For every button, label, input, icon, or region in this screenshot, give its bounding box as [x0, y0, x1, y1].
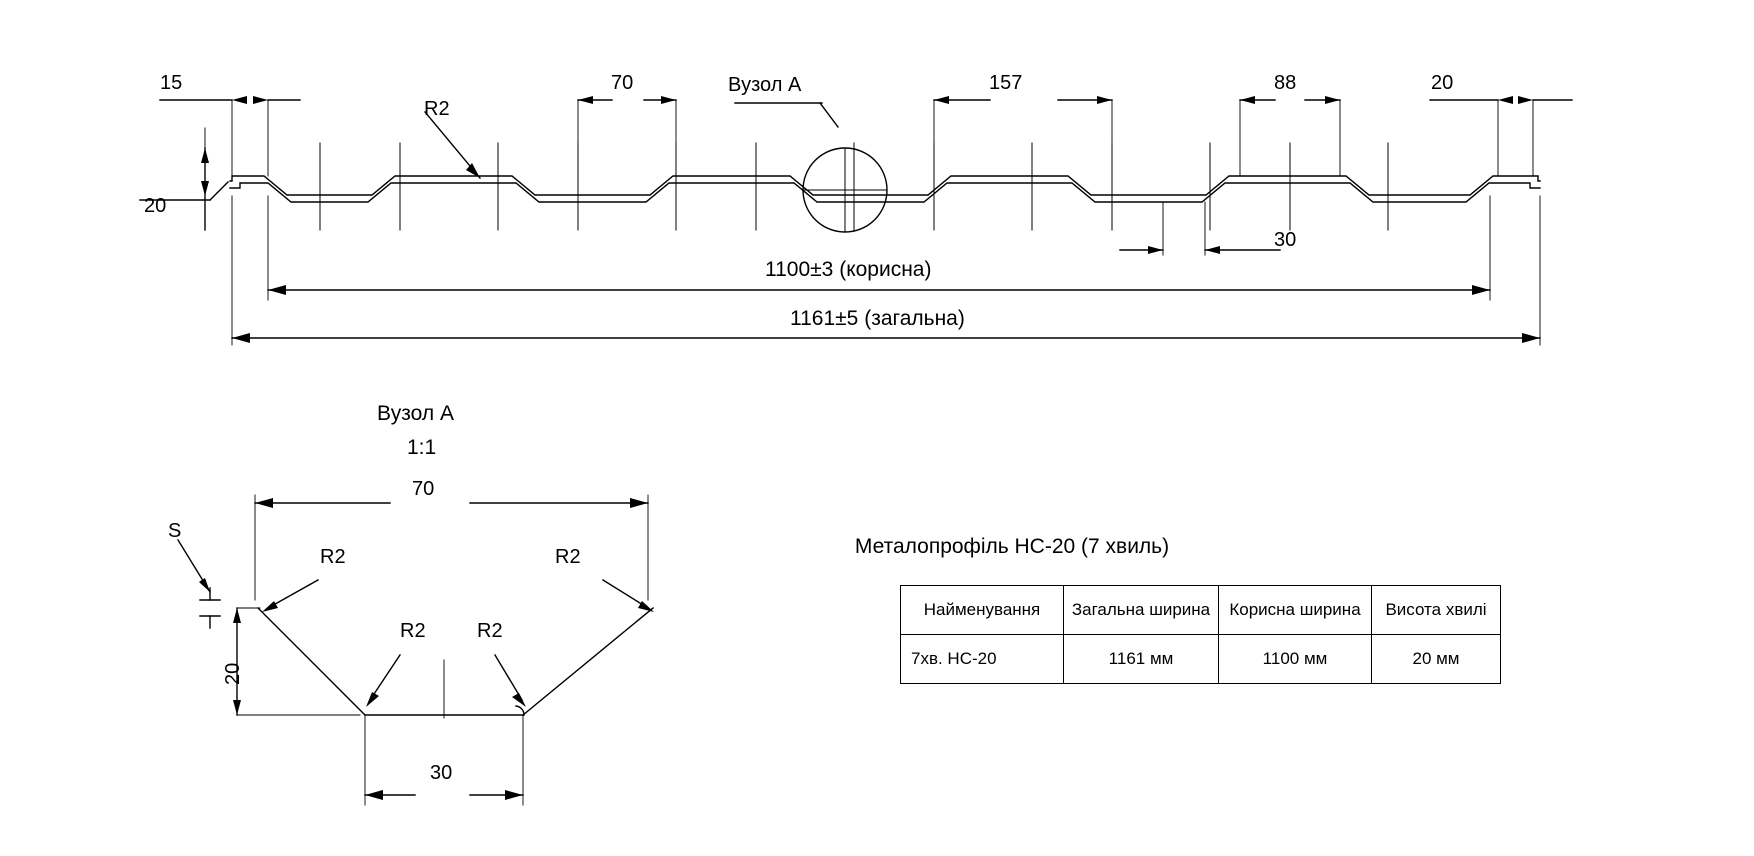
table-header-wave-height: Висота хвилі — [1372, 586, 1501, 635]
detail-scale: 1:1 — [407, 436, 437, 459]
detail-r2-leader-top-right — [603, 580, 654, 612]
dim-label-r2-profile: R2 — [424, 98, 450, 120]
dim-label-30-profile: 30 — [1274, 229, 1297, 251]
table-header-useful-width: Корисна ширина — [1219, 586, 1372, 635]
r2-leader-profile — [425, 112, 480, 178]
detail-wave-shape — [258, 608, 653, 715]
profile-centerlines — [320, 143, 1388, 230]
dim-useful-width — [268, 196, 1490, 300]
table-cell-name: 7хв. НС-20 — [901, 635, 1064, 684]
detail-r2-leader-bottom-left — [366, 655, 400, 707]
detail-r2-label-top-right: R2 — [555, 546, 581, 568]
dim-label-20-right: 20 — [1431, 72, 1454, 94]
table-title: Металопрофіль НС-20 (7 хвиль) — [854, 535, 1170, 558]
table-row — [901, 635, 1501, 684]
dim-label-88: 88 — [1274, 72, 1297, 94]
dim-15 — [160, 96, 300, 176]
detail-dim-label-70: 70 — [412, 478, 435, 500]
detail-dim-30 — [365, 715, 523, 805]
dim-70 — [578, 96, 676, 176]
callout-leader — [820, 103, 838, 127]
detail-r2-leader-bottom-right — [495, 655, 526, 707]
dim-20-right — [1430, 96, 1572, 176]
detail-r2-label-bottom-left: R2 — [400, 620, 426, 642]
table-header-total-width: Загальна ширина — [1064, 586, 1219, 635]
detail-r2-leader-top-left — [262, 580, 318, 612]
dim-label-20-left: 20 — [144, 195, 167, 217]
table-header-row — [901, 586, 1501, 635]
dim-label-157: 157 — [989, 72, 1023, 94]
label-useful-width: 1100±3 (корисна) — [765, 258, 932, 281]
table-cell-wave-height: 20 мм — [1372, 635, 1501, 684]
detail-title: Вузол А — [377, 402, 454, 425]
detail-thickness-marker — [178, 540, 220, 628]
detail-r2-label-bottom-right: R2 — [477, 620, 503, 642]
callout-label: Вузол А — [728, 74, 802, 96]
detail-dim-70 — [255, 495, 648, 600]
detail-dim-label-20: 20 — [222, 662, 244, 685]
profile-outline-upper — [230, 183, 1540, 202]
detail-r2-label-top-left: R2 — [320, 546, 346, 568]
detail-dim-20 — [233, 608, 360, 715]
dim-30-profile — [1120, 202, 1280, 255]
dim-label-15: 15 — [160, 72, 183, 94]
dim-157 — [934, 96, 1112, 176]
detail-dim-label-30: 30 — [430, 762, 453, 784]
dim-label-70: 70 — [611, 72, 634, 94]
table-cell-total-width: 1161 мм — [1064, 635, 1219, 684]
detail-thickness-label: S — [168, 520, 182, 542]
spec-table — [900, 585, 1501, 684]
label-total-width: 1161±5 (загальна) — [790, 307, 965, 330]
table-cell-useful-width: 1100 мм — [1219, 635, 1372, 684]
table-header-name: Найменування — [901, 586, 1064, 635]
